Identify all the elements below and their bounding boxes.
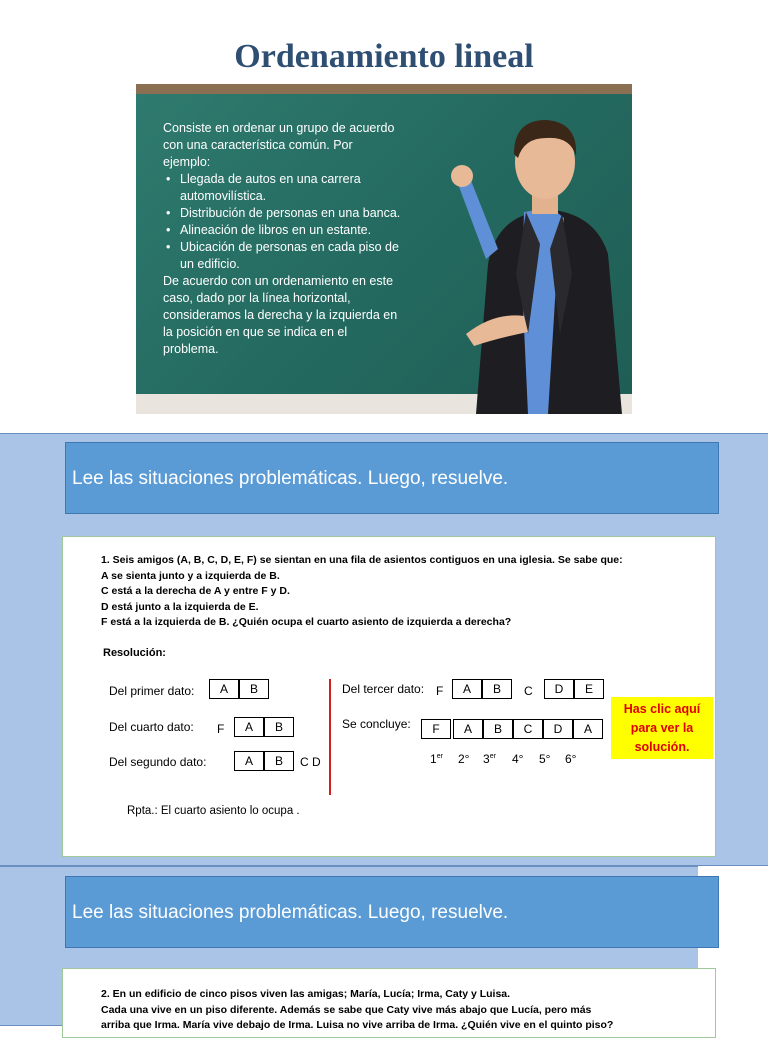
problem-line: A se sienta junto y a izquierda de B.: [101, 569, 280, 582]
chalkboard-text: [163, 120, 403, 358]
seat-box: A: [234, 717, 264, 737]
seat-box: A: [453, 719, 483, 739]
resolution-heading: Resolución:: [103, 647, 166, 659]
problem-1-card: [62, 536, 716, 857]
seat-letters: C D: [300, 755, 321, 769]
problem-line: D está junto a la izquierda de E.: [101, 600, 259, 613]
ordinal-label: 6°: [565, 752, 577, 766]
board-item: • Llegada de autos en una carrera automovilística.: [163, 171, 403, 205]
seat-box: F: [421, 719, 451, 739]
problem-line: arriba que Irma. María vive debajo de Irma. Luisa no vive arriba de Irma. ¿Quién vive en el quinto piso?: [101, 1019, 614, 1031]
seat-box: E: [574, 679, 604, 699]
seat-box: B: [239, 679, 269, 699]
instruction-banner-1: Lee las situaciones problemáticas. Luego, resuelve.: [65, 442, 719, 514]
problem-line: C está a la derecha de A y entre F y D.: [101, 585, 290, 597]
ordinal-label: 1er: [430, 752, 443, 766]
board-intro: Consiste en ordenar un grupo de acuerdo con una característica común. Por ejemplo:: [163, 121, 395, 169]
ordinal-label: 4°: [512, 752, 524, 766]
problem-line: F está a la izquierda de B. ¿Quién ocupa el cuarto asiento de izquierda a derecha?: [101, 616, 512, 628]
instruction-banner-2: Lee las situaciones problemáticas. Luego, resuelve.: [65, 876, 719, 948]
seat-box: B: [483, 719, 513, 739]
board-outro: De acuerdo con un ordenamiento en este caso, dado por la línea horizontal, consideramos la derecha y la izquierda en la posición en que se indica en el problema.: [163, 274, 398, 356]
seat-box: A: [209, 679, 239, 699]
board-item: • Ubicación de personas en cada piso de un edificio.: [163, 239, 403, 273]
seat-box: A: [452, 679, 482, 699]
board-list: [163, 171, 403, 273]
cuarto-dato-label: Del cuarto dato:: [109, 720, 194, 734]
problem-2-statement: [101, 987, 701, 1034]
teacher-illustration: [436, 84, 632, 414]
ordinal-label: 5°: [539, 752, 551, 766]
seat-letter: C: [524, 684, 533, 698]
seat-box: A: [573, 719, 603, 739]
primer-dato-label: Del primer dato:: [109, 684, 195, 698]
answer-line: Rpta.: El cuarto asiento lo ocupa .: [127, 805, 300, 817]
seat-letter: F: [436, 684, 444, 698]
problem-2-card: [62, 968, 716, 1038]
seat-box: B: [264, 717, 294, 737]
tercer-dato-label: Del tercer dato:: [342, 682, 425, 696]
seat-box: B: [482, 679, 512, 699]
seat-box: B: [264, 751, 294, 771]
seat-letter: F: [217, 722, 225, 736]
ordinal-label: 2°: [458, 752, 470, 766]
concluye-label: Se concluye:: [342, 717, 411, 731]
problem-line: Cada una vive en un piso diferente. Además se sabe que Caty vive más abajo que Lucía, pero más: [101, 1003, 592, 1016]
board-item: • Distribución de personas en una banca.: [163, 205, 403, 222]
board-item: • Alineación de libros en un estante.: [163, 222, 403, 239]
page-title: Ordenamiento lineal: [234, 38, 534, 75]
problem-line: 1. Seis amigos (A, B, C, D, E, F) se sientan en una fila de asientos contiguos en una iglesia. Se sabe que:: [101, 554, 623, 566]
seat-box: C: [513, 719, 543, 739]
ordinal-label: 3er: [483, 752, 496, 766]
segundo-dato-label: Del segundo dato:: [109, 755, 207, 769]
problem-line: 2. En un edificio de cinco pisos viven las amigas; María, Lucía; Irma, Caty y Luisa.: [101, 988, 511, 1000]
problem-1-statement: [101, 553, 701, 631]
chalkboard-image: [136, 84, 632, 414]
divider-line: [329, 679, 331, 795]
show-solution-button[interactable]: Has clic aquí para ver la solución.: [611, 697, 713, 759]
seat-box: D: [543, 719, 573, 739]
seat-box: A: [234, 751, 264, 771]
seat-box: D: [544, 679, 574, 699]
